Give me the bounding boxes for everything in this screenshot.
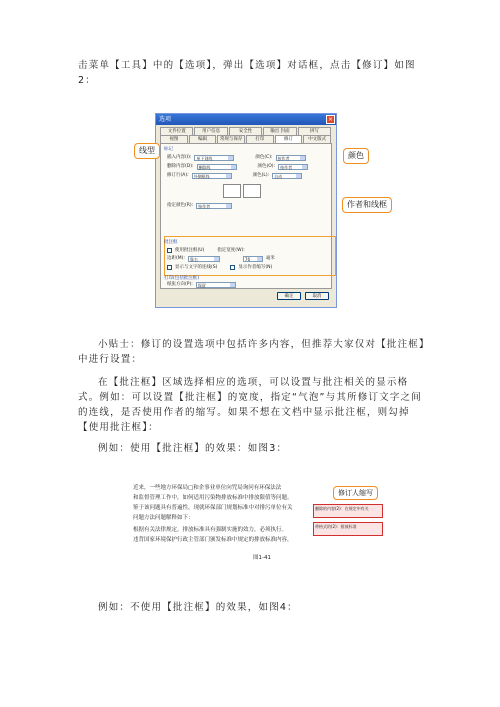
- preview-right: [243, 184, 261, 198]
- format-label: 指定颜色(R):: [167, 203, 194, 208]
- balloon-deleted: 删除的内容(2)：在规定中有关: [313, 504, 383, 518]
- tab-track-changes[interactable]: 修订: [275, 135, 303, 143]
- fig3-line: 根据有关法律规定，排放标准具有强制实施的效力，必须执行。: [133, 527, 288, 533]
- tab-output[interactable]: 输出 封面: [263, 127, 296, 135]
- section-balloons: 批注框: [164, 240, 178, 245]
- tab-spelling[interactable]: 拼写: [298, 127, 331, 135]
- fig4-intro-paragraph: 例如：不使用【批注框】的效果，如图4：: [98, 602, 298, 613]
- ok-button[interactable]: 确定: [277, 292, 301, 300]
- tab-print[interactable]: 打印: [246, 135, 274, 143]
- margin-label: 边距(M):: [167, 256, 185, 261]
- insertions-row: [167, 154, 306, 161]
- insertions-color-dropdown[interactable]: 按作者: [276, 155, 306, 161]
- format-dropdown[interactable]: 按作者: [196, 203, 232, 209]
- author-abbrev-checkbox[interactable]: [230, 265, 235, 270]
- format-row: [167, 202, 232, 209]
- callout-author-lines: 作者和线框: [342, 197, 392, 213]
- use-balloons-row: [167, 247, 248, 254]
- callout-line-style: 线型: [134, 143, 160, 159]
- insertions-label: 插入内容(I):: [167, 155, 192, 160]
- balloon-example-figure: [133, 480, 385, 565]
- fig3-line: 近来，一些地方环保局□和企事业单位向咒局询问有环保法法: [133, 485, 282, 491]
- deletions-color-label: 颜色(O):: [257, 164, 276, 169]
- options-dialog-figure: [155, 113, 337, 308]
- balloon-formatted: 带格式的(2)：排放标准: [313, 522, 383, 536]
- fig3-line: 问题方法问题解释如下：: [133, 515, 194, 521]
- width-label: 指定宽度(W):: [217, 248, 245, 253]
- tabs-top-row: [160, 127, 332, 135]
- tab-chinese-layout[interactable]: 中文版式: [303, 135, 331, 143]
- deletions-row: [167, 163, 308, 170]
- use-balloons-checkbox[interactable]: [167, 248, 172, 253]
- fig3-line: 和监督管理工作中，如何适用污染物排放标准中排放限值等问题。: [133, 495, 293, 501]
- tab-file-locations[interactable]: 文件位置: [160, 127, 193, 135]
- balloon-description-paragraph: 在【批注框】区域选择相应的选项，可以设置与批注相关的显示格式。例如：可以设置【批注框】的宽度，指定“气泡”与其所修订文字之间的连线，是否使用作者的缩写。如果不想在文档中显示批注框，则勾掉【使用批注框】：: [78, 377, 422, 433]
- show-lines-checkbox[interactable]: [167, 265, 172, 270]
- insertions-color-label: 颜色(C):: [255, 155, 273, 160]
- callout-color: 颜色: [343, 148, 369, 164]
- paper-label: 纸张方向(P):: [167, 282, 193, 287]
- tab-general-save[interactable]: 常规与保存: [217, 135, 245, 143]
- fig3-line: 违背国家环境保护行政主管部门颁发标准中规定的排放标准内容，: [133, 537, 293, 543]
- tab-edit[interactable]: 编辑: [189, 135, 217, 143]
- preview-left: [223, 184, 241, 198]
- changed-lines-color-label: 颜色(L):: [252, 173, 270, 178]
- intro-paragraph: 击菜单【工具】中的【选项】，弹出【选项】对话框，点击【修订】如图2：: [78, 60, 416, 86]
- fig3-line: 鉴于该问题具有普遍性，现就环保部门规划标准中对排污单位有关: [133, 505, 293, 511]
- tab-view[interactable]: 视图: [160, 135, 188, 143]
- changed-lines-dropdown[interactable]: 外侧框线: [192, 173, 232, 179]
- paper-dropdown[interactable]: 保留: [196, 282, 236, 288]
- width-unit: 毫米: [265, 256, 275, 261]
- use-balloons-label: 使用批注框(U): [175, 248, 205, 253]
- insertions-dropdown[interactable]: 单下划线: [194, 155, 234, 161]
- author-abbrev-label: 显示作者缩写(N): [238, 265, 273, 270]
- width-spinner[interactable]: 76: [243, 256, 263, 262]
- deletions-label: 删除内容(D):: [167, 164, 194, 169]
- paper-row: [167, 281, 236, 288]
- margin-row: [167, 255, 275, 262]
- tabs-bottom-row: [160, 135, 332, 143]
- dialog-title: 选项: [159, 116, 172, 123]
- changed-lines-color-dropdown[interactable]: 自动: [272, 173, 302, 179]
- show-lines-label: 显示与文字的连线(S): [175, 265, 218, 270]
- close-icon[interactable]: ×: [327, 116, 334, 123]
- section-markup: 标记: [164, 147, 173, 152]
- tab-user-info[interactable]: 用户信息: [194, 127, 227, 135]
- changed-lines-row: [167, 172, 302, 179]
- section-print: 打印(包括批注框): [164, 276, 200, 281]
- tip-paragraph: 小贴士：修订的设置选项中包括许多内容，但推荐大家仅对【批注框】中进行设置：: [78, 339, 425, 365]
- fig3-intro-paragraph: 例如：使用【批注框】的效果：如图3：: [98, 443, 288, 454]
- dialog-titlebar: [156, 114, 336, 125]
- callout-reviser-initials: 修订人缩写: [333, 486, 378, 500]
- deletions-color-dropdown[interactable]: 按作者: [278, 164, 308, 170]
- cancel-button[interactable]: 取消: [305, 292, 329, 300]
- fig3-caption: 图1-41: [253, 555, 271, 561]
- tab-security[interactable]: 安全性: [229, 127, 262, 135]
- track-changes-panel: [160, 143, 332, 289]
- lines-row: [167, 264, 272, 271]
- deletions-dropdown[interactable]: 删除线: [197, 164, 237, 170]
- margin-dropdown[interactable]: 靠右: [188, 256, 220, 262]
- changed-lines-label: 修订行(A):: [167, 173, 189, 178]
